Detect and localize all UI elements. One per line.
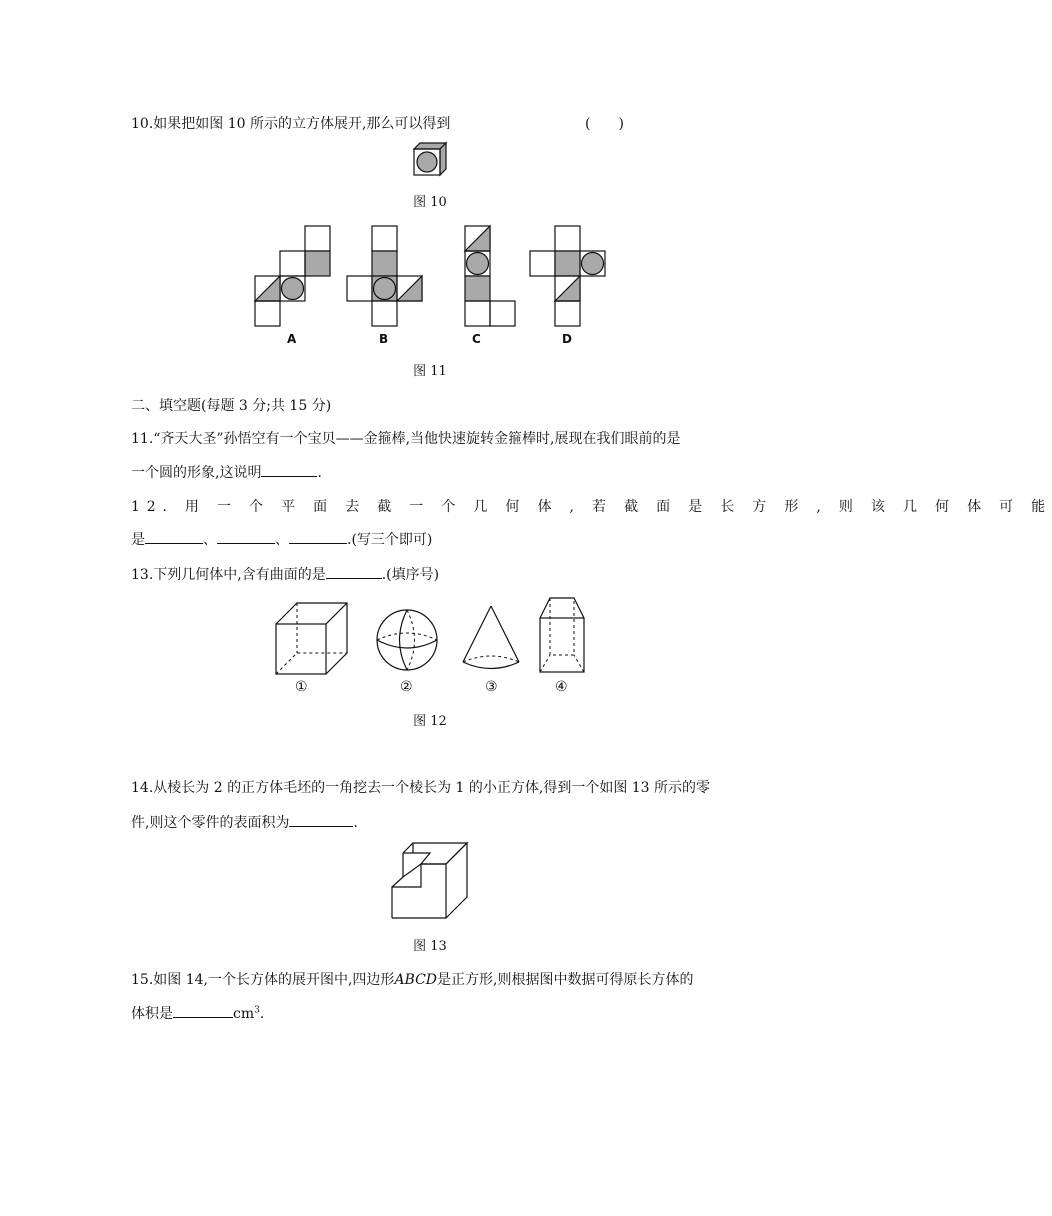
option-d-label: D [562,332,572,346]
q10-answer-paren: ( ) [585,116,624,132]
q15-line2-after: . [259,1006,265,1022]
q12-text-start: 是 [131,532,145,548]
figure-13-caption: 图 13 [413,939,447,954]
solid-cone [463,606,519,669]
option-b-label: B [379,332,389,346]
q12-blank-1[interactable] [145,542,203,544]
q14-text-after: . [353,815,358,831]
solid-label-4: ④ [555,679,568,695]
q11-blank[interactable] [261,475,317,477]
q14-line-1: 14.从棱长为 2 的正方体毛坯的一角挖去一个棱长为 1 的小正方体,得到一个如图 13 所示的零 [131,780,711,796]
q13-text-before: 13.下列几何体中,含有曲面的是 [131,567,326,583]
net-d [530,226,605,326]
q12-line-2 [131,529,432,549]
q15-abcd: ABCD [394,972,438,988]
q11-line-1: 11.“齐天大圣”孙悟空有一个宝贝——金箍棒,当他快速旋转金箍棒时,展现在我们眼前的是 [131,431,681,447]
solid-cube [276,603,347,674]
q10-text: 10.如果把如图 10 所示的立方体展开,那么可以得到 [131,116,451,132]
q12-text-end: .(写三个即可) [347,532,433,548]
q12-blank-3[interactable] [289,542,347,544]
solid-label-1: ① [295,679,308,695]
figure-11-caption: 图 11 [413,364,447,379]
q13-text-after: .(填序号) [381,567,440,583]
q15-line-1 [131,969,694,989]
solid-sphere [377,610,437,670]
q13-blank[interactable] [326,577,382,579]
q15-unit: cm [233,1006,255,1022]
option-c-label: C [472,332,481,346]
figure-12-caption: 图 12 [413,714,447,729]
q15-line2-before: 体积是 [131,1006,173,1022]
solid-label-2: ② [400,679,413,695]
q15-blank[interactable] [173,1016,233,1018]
q11-line-2 [131,462,322,482]
q15-line-2 [131,1003,264,1023]
solid-label-3: ③ [485,679,498,695]
q11-text-before: 一个圆的形象,这说明 [131,465,262,481]
q14-blank[interactable] [289,825,353,827]
q13-text [131,564,439,584]
q12-blank-2[interactable] [217,542,275,544]
q15-text-after: 是正方形,则根据图中数据可得原长方体的 [437,972,694,988]
net-c [465,226,515,326]
q12-sep-1: 、 [203,532,217,548]
net-a [255,226,330,326]
q11-text-after: . [317,465,322,481]
option-a-label: A [287,332,297,346]
solid-prism [540,598,584,672]
q15-text-before: 15.如图 14,一个长方体的展开图中,四边形 [131,972,395,988]
q15-unit-sup: 3 [254,1005,260,1016]
net-b [347,226,422,326]
q12-sep-2: 、 [275,532,289,548]
q14-line-2 [131,812,358,832]
section-2-heading: 二、填空题(每题 3 分;共 15 分) [131,398,332,414]
q14-text-before: 件,则这个零件的表面积为 [131,815,290,831]
figure-10-caption: 图 10 [413,195,447,210]
q12-line-1: 12. 用 一 个 平 面 去 截 一 个 几 何 体 , 若 截 面 是 长 方 形 , 则 该 几 何 体 可 能 [131,499,1052,515]
